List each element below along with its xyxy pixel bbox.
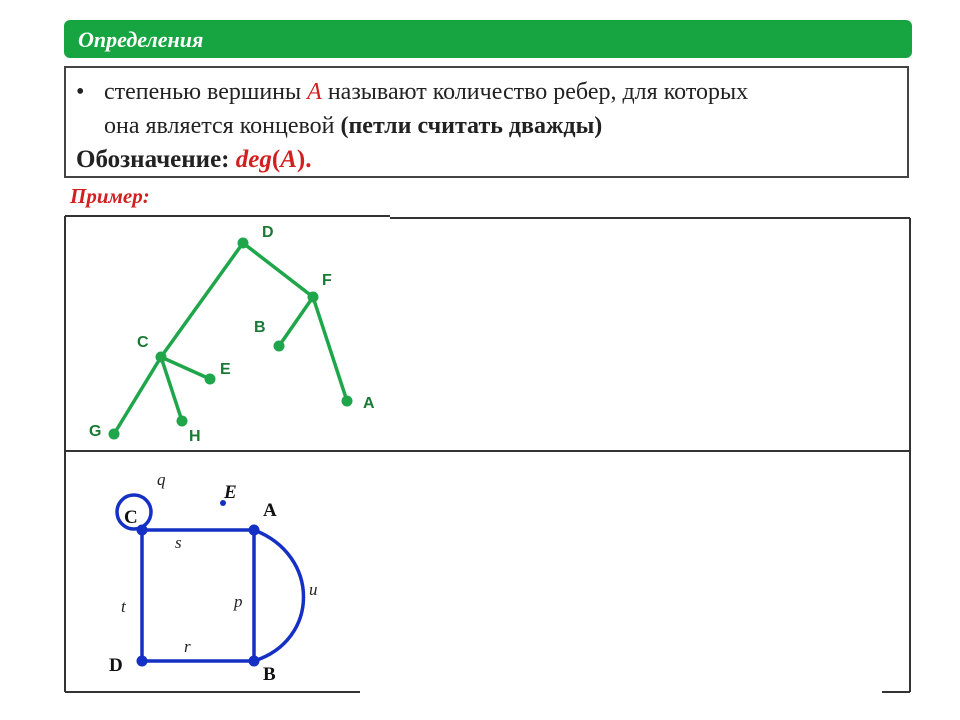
tree-edge-F-A — [313, 297, 347, 401]
definition-text-2: она является концевой — [104, 113, 341, 139]
tree-edge-D-C — [161, 243, 243, 357]
loop-note: (петли считать дважды) — [340, 113, 603, 139]
tree-vertex-C — [156, 352, 167, 363]
tree-vertex-E — [205, 374, 216, 385]
definition-text-cont: называют количество ребер, для которых — [321, 79, 749, 105]
vertex-B — [249, 656, 260, 667]
vertex-D — [137, 656, 148, 667]
vertex-A — [249, 525, 260, 536]
tree-edge-F-B — [279, 297, 313, 346]
tree-edge-C-G — [114, 357, 161, 434]
tree-vertex-B — [274, 341, 285, 352]
tree-label-H: H — [189, 428, 201, 445]
vertex-label-E: E — [224, 482, 237, 503]
edge-label-t: t — [121, 597, 126, 616]
tree-label-G: G — [89, 423, 102, 440]
tree-label-E: E — [220, 361, 231, 378]
tree-label-D: D — [262, 224, 274, 241]
definition-variable: A — [307, 79, 322, 105]
multigraph-vertices — [137, 500, 260, 667]
tree-label-F: F — [322, 272, 332, 289]
notation-var: A — [280, 146, 297, 173]
notation-close: ). — [296, 146, 312, 173]
tree-vertex-H — [177, 416, 188, 427]
edge-label-q: q — [157, 470, 166, 489]
notation-label: Обозначение: — [76, 146, 236, 173]
definition-text: степенью вершины — [104, 79, 308, 105]
vertex-label-D: D — [109, 655, 123, 676]
vertex-label-A: A — [263, 500, 277, 521]
notation-deg: deg — [235, 146, 272, 173]
bullet-mark: • — [76, 79, 85, 105]
tree-edge-D-F — [243, 243, 313, 297]
header-title: Определения — [78, 27, 204, 52]
example-frame — [65, 216, 910, 692]
tree-graph — [114, 243, 347, 434]
edge-label-p: p — [234, 592, 243, 611]
tree-vertex-D — [238, 238, 249, 249]
tree-label-B: B — [254, 319, 266, 336]
edge-label-r: r — [184, 637, 191, 656]
tree-vertex-A — [342, 396, 353, 407]
edge-u — [254, 530, 304, 661]
tree-vertex-F — [308, 292, 319, 303]
edge-label-u: u — [309, 580, 318, 599]
vertex-C — [137, 525, 148, 536]
tree-label-C: C — [137, 334, 149, 351]
vertex-label-C: C — [124, 507, 138, 528]
tree-label-A: A — [363, 395, 375, 412]
edge-label-s: s — [175, 533, 182, 552]
example-label: Пример: — [70, 184, 150, 208]
tree-vertex-G — [109, 429, 120, 440]
vertex-label-B: B — [263, 664, 276, 685]
notation-open: ( — [271, 146, 281, 173]
